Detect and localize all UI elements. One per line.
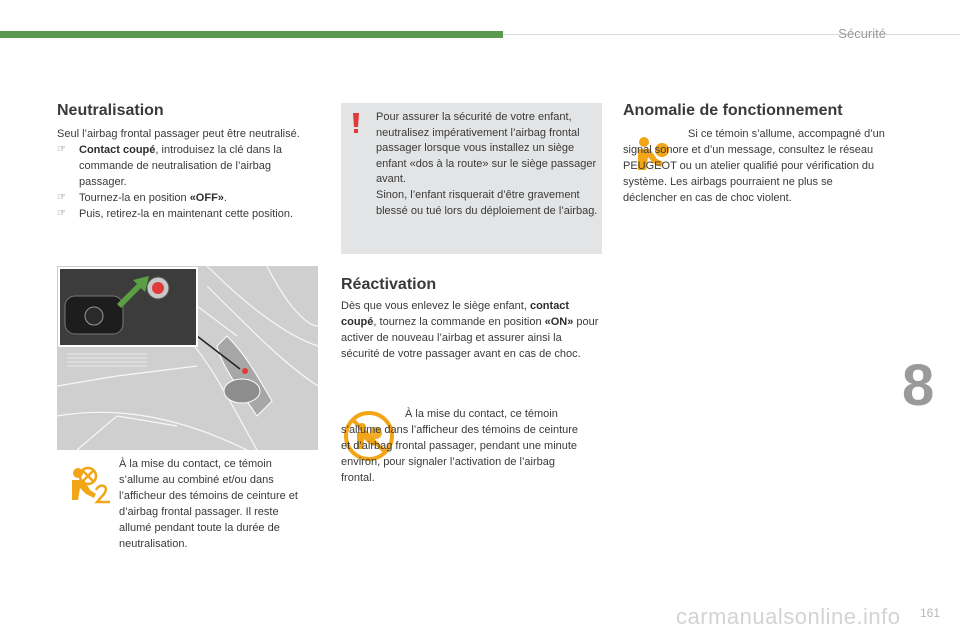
neutralisation-step-1 bbox=[57, 142, 315, 190]
page-number: 161 bbox=[919, 606, 940, 620]
anomalie-text: Si ce témoin s’allume, accompagné d’un signal sonore et d’un message, consultez le réseau PEUGEOT ou un atelier qualifié pour vérification du système. Les airbags pourraient ne plus se déclencher en cas de choc violent. bbox=[623, 128, 885, 204]
reactivation-text-2: , tournez la commande en position bbox=[373, 316, 545, 328]
reactivation-text-1: Dès que vous enlevez le siège enfant, bbox=[341, 300, 530, 312]
exclamation-icon bbox=[350, 113, 362, 140]
reactivation-bold-1: contact coupé bbox=[341, 300, 570, 328]
reactivation-text bbox=[341, 298, 603, 362]
neutralisation-step-2 bbox=[57, 190, 315, 206]
reactivation-indicator-text: À la mise du contact, ce témoin s’allume dans l’afficheur des témoins de ceinture et d’airbag frontal passager, pendant une minute environ, pour signaler l’activation de l’airbag frontal. bbox=[341, 408, 579, 484]
reactivation-text-3: pour activer de nouveau l’airbag et assurer ainsi la sécurité de votre passager avant en cas de choc. bbox=[341, 316, 599, 360]
warning-text: Pour assurer la sécurité de votre enfant, neutralisez impérativement l’airbag frontal passager lorsque vous installez un siège enfant «dos à la route» sur le siège passager avant. Sinon, l’enfant risquerait d’être gravement blessé ou tué lors du déploiement de l’airbag. bbox=[376, 111, 598, 217]
step2-post: . bbox=[223, 192, 227, 204]
bullet-icon: ☞ bbox=[57, 208, 66, 219]
reactivation-title: Réactivation bbox=[341, 276, 437, 293]
step2-bold: «OFF» bbox=[189, 192, 224, 204]
header-rule bbox=[503, 34, 960, 35]
neutralisation-title: Neutralisation bbox=[57, 102, 164, 119]
chapter-number: 8 bbox=[902, 353, 935, 418]
airbag-off-indicator-icon bbox=[66, 464, 112, 510]
neutralisation-indicator-text: À la mise du contact, ce témoin s’allume au combiné et/ou dans l’afficheur des témoins de ceinture et d’airbag frontal passager. Il reste allumé pendant toute la durée de neutralisation. bbox=[119, 458, 298, 550]
header-accent-bar bbox=[0, 31, 503, 38]
neutralisation-body bbox=[57, 126, 315, 222]
step3-text: Puis, retirez-la en maintenant cette position. bbox=[79, 208, 294, 220]
dashboard-drawing bbox=[57, 266, 318, 450]
neutralisation-intro: Seul l’airbag frontal passager peut être neutralisé. bbox=[57, 128, 300, 140]
reactivation-bold-2: «ON» bbox=[544, 316, 574, 328]
step1-text: , introduisez la clé dans la commande de neutralisation de l’airbag passager. bbox=[79, 144, 282, 188]
bullet-icon: ☞ bbox=[57, 192, 66, 203]
bullet-icon: ☞ bbox=[57, 144, 66, 155]
watermark: carmanualsonline.info bbox=[676, 604, 901, 629]
airbag-switch-illustration bbox=[57, 266, 318, 450]
section-title: Sécurité bbox=[838, 26, 886, 41]
step2-text: Tournez-la en position bbox=[79, 192, 190, 204]
step1-bold: Contact coupé bbox=[79, 144, 156, 156]
neutralisation-step-3 bbox=[57, 206, 315, 222]
anomalie-title: Anomalie de fonctionnement bbox=[623, 102, 843, 119]
